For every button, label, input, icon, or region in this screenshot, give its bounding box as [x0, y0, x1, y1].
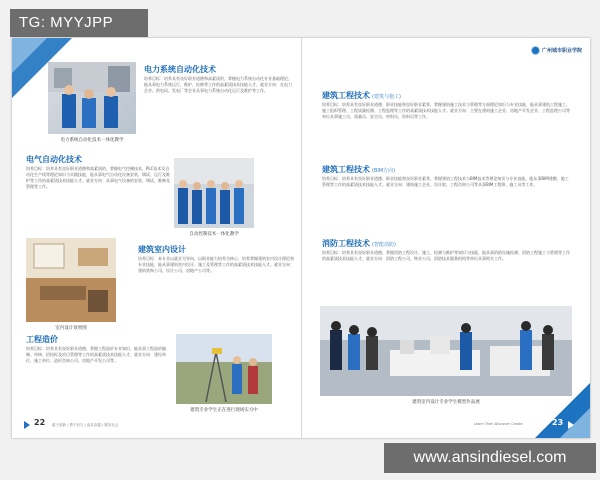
text-power: 培养目标：培养具有良好职业道德和高素质的，掌握电力系统自动化专业基础理论，能从事电力系统运行、维护、检修等工作的高素质技术技能人才。就业方向：在电力企业、供电局、发电厂等企业从事电力系统自动化运行及维护等工作。 — [144, 76, 292, 93]
page-spine — [301, 38, 302, 438]
photo-power-class — [48, 62, 136, 134]
tag-label: TG: MYYJPP — [10, 9, 148, 37]
photo-cost-field — [176, 334, 272, 404]
caption-electric: 自动控制技术一体化教学 — [189, 232, 239, 237]
heading-build — [322, 90, 401, 101]
page-number-right: 23 — [552, 418, 564, 427]
brochure-spread — [12, 38, 590, 438]
heading-build-title: 建筑工程技术 — [322, 91, 370, 100]
caption-cost: 建筑专业学生正在进行现场实习中 — [190, 408, 258, 413]
text-bim: 培养目标：培养具有良好职业道德、职业技能和良好职业素养，掌握建筑工程技术与BIM技术等理论知识与专业技能，能从事BIM建模、施工管理等工作的高素质技术技能人才。就业方向：建筑施工企业、设计院、工程咨询公司等从事BIM工程师、施工员等工作。 — [322, 176, 569, 187]
heading-fire-subtitle: (智能消防) — [372, 242, 396, 248]
watermark-banner: www.ansindiesel.com — [384, 443, 596, 473]
footer-right: Learn Then Discover Create — [474, 422, 523, 426]
heading-fire — [322, 238, 396, 249]
text-fire: 培养目标：培养具有良好职业道德，掌握消防工程设计、施工、检测与维护等知识与技能，能从事消防设施检测、消防工程施工与管理等工作的高素质技术技能人才。就业方向：消防工程公司、物业公司、消防技术服务机构等单位从事相关工作。 — [322, 250, 570, 261]
heading-fire-title: 消防工程技术 — [322, 239, 370, 248]
text-build: 培养目标：培养具有良好职业道德、职业技能和良好职业素养，掌握建筑施工技术与管理等方面理论知识与专业技能，能从事建筑工程施工、施工组织管理、工程质量检测、工程监理等工作的高素质技术技能人才。就业方向：主要在建筑施工企业、房地产开发企业、工程监理公司等单位从事施工员、质量员、安全员、材料员、资料员等工作。 — [322, 102, 570, 119]
photo-electric-class-art — [174, 158, 254, 228]
page-number-left: 22 — [34, 418, 46, 427]
school-logo — [531, 46, 582, 55]
caption-power: 电力系统自动化技术一体化教学 — [60, 138, 124, 143]
heading-cost: 工程造价 — [26, 335, 58, 344]
text-interior: 培养目标：本专业以就业为导向，以职业能力培养为核心，培养掌握建筑室内设计理论和专业技能，能从事建筑室内设计、施工及管理等工作的高素质技术技能人才。就业方向：建筑装饰公司、设计公司、房地产公司等。 — [138, 256, 294, 273]
heading-bim-title: 建筑工程技术 — [322, 165, 370, 174]
photo-power-class-art — [48, 62, 136, 134]
school-emblem-icon — [531, 46, 540, 55]
heading-power: 电力系统自动化技术 — [144, 65, 216, 74]
page-arrow-icon-left — [24, 421, 30, 429]
text-cost: 培养目标：培养具有良好职业道德，掌握工程造价专业知识，能从事工程造价编制、审核、招投标及项目管理等工作的高素质技术技能人才。就业方向：建设单位、施工单位、造价咨询公司、房地产开发公司等。 — [26, 346, 166, 363]
corner-decoration-bottom-right-light — [560, 408, 590, 438]
heading-build-subtitle: (建筑与施工) — [372, 94, 401, 100]
heading-bim — [322, 164, 395, 175]
corner-decoration-top-left-light — [12, 38, 47, 73]
heading-bim-subtitle: (BIM方向) — [372, 168, 396, 174]
text-electric: 培养目标：培养具有良好职业道德和高素质的，掌握电气控制技术、PLC技术及自动化生产线等理论知识与实践技能，能从事电气自动化设备安装、调试、运行及维护等工作的高素质技术技能人才。就业方向：从事电气设备的安装、调试、维修及管理等工作。 — [26, 166, 170, 189]
heading-electric: 电气自动化技术 — [26, 155, 82, 164]
caption-fire: 建筑室内设计专业学生模型作品展 — [412, 400, 480, 405]
photo-electric-class — [174, 158, 254, 228]
school-name: 广州城市职业学院 — [541, 48, 582, 54]
photo-cost-field-art — [176, 334, 272, 404]
caption-interior: 室内设计效果图 — [55, 326, 87, 331]
photo-interior-render-art — [26, 238, 116, 322]
page-arrow-icon-right — [568, 421, 574, 429]
heading-interior: 建筑室内设计 — [138, 245, 186, 254]
photo-interior-render — [26, 238, 116, 322]
footer-left: 敢于创新 / 勇于担当 / 追求卓越 / 服务社会 — [52, 423, 119, 427]
